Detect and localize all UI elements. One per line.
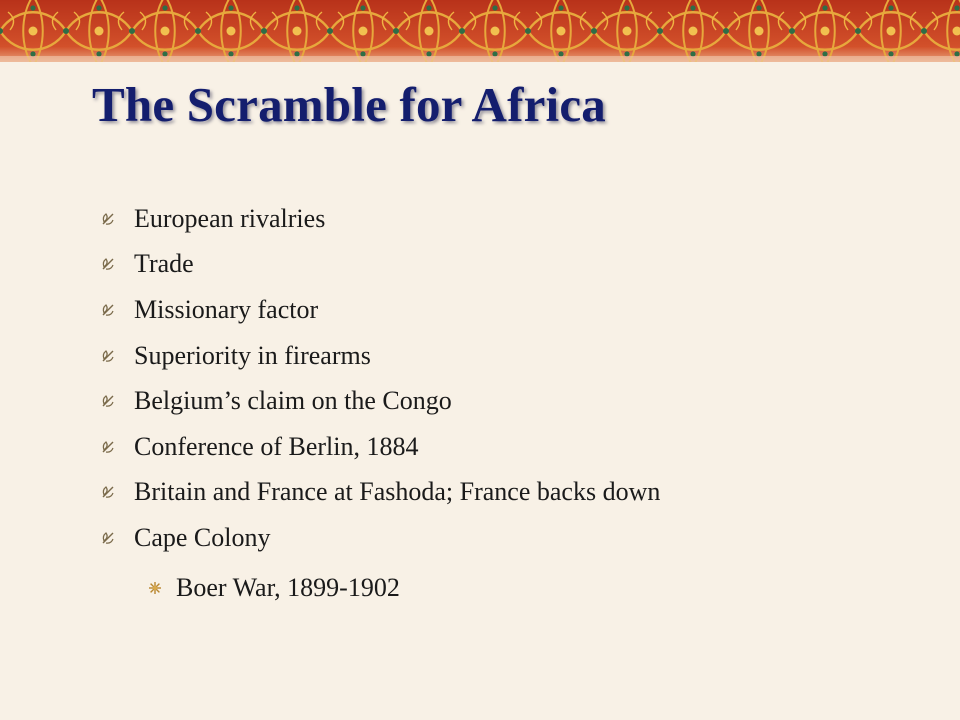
bullet-item <box>100 470 660 516</box>
bullet-text: Trade <box>134 249 194 279</box>
sub-bullet-item <box>148 568 400 608</box>
sprig-bullet-icon <box>100 484 134 500</box>
bullet-item <box>100 378 660 424</box>
bullet-item <box>100 196 660 242</box>
bullet-text: Conference of Berlin, 1884 <box>134 431 419 461</box>
snowflake-bullet-icon <box>148 581 176 595</box>
sprig-bullet-icon <box>100 530 134 546</box>
bullet-item <box>100 333 660 379</box>
bullet-text: Britain and France at Fashoda; France backs down <box>134 477 661 507</box>
bullet-text: Superiority in firearms <box>134 340 371 370</box>
bullet-list <box>100 196 660 561</box>
sprig-bullet-icon <box>100 302 134 318</box>
bullet-text: Cape Colony <box>134 522 271 552</box>
bullet-text: Belgium’s claim on the Congo <box>134 386 452 416</box>
sprig-bullet-icon <box>100 256 134 272</box>
bullet-item <box>100 287 660 333</box>
bullet-item <box>100 424 660 470</box>
sprig-bullet-icon <box>100 348 134 364</box>
ornament-pattern-icon <box>0 0 960 62</box>
bullet-item <box>100 515 660 561</box>
sub-bullet-text: Boer War, 1899-1902 <box>176 573 400 602</box>
bullet-text: Missionary factor <box>134 294 319 324</box>
sprig-bullet-icon <box>100 211 134 227</box>
bullet-item <box>100 242 660 288</box>
decorative-banner <box>0 0 960 62</box>
sprig-bullet-icon <box>100 393 134 409</box>
bullet-text: European rivalries <box>134 203 326 233</box>
sprig-bullet-icon <box>100 439 134 455</box>
slide-title: The Scramble for Africa <box>92 77 607 132</box>
